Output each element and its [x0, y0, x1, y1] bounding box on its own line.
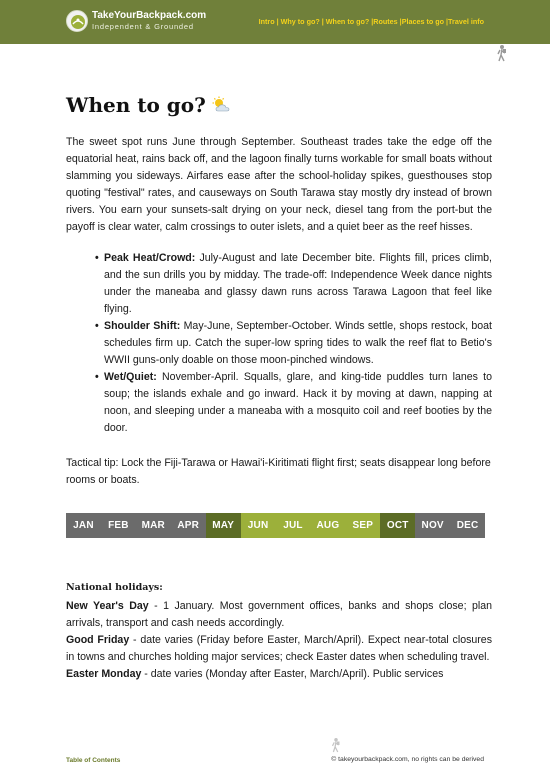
list-item — [95, 369, 492, 437]
holidays-heading: National holidays: — [66, 582, 163, 593]
nav-link-why-to-go[interactable]: Why to go? — [280, 17, 320, 26]
bullet: • — [95, 252, 99, 264]
season-text: May-June, September-October. Winds settle, shops restock, boat schedules firm up. Catch the super-low spring tides to walk the reef flat to Betio's WWII guns-only doable on those moon-pinched windows. — [104, 320, 493, 366]
month-cell: JUL — [276, 513, 311, 538]
month-cell: OCT — [380, 513, 415, 538]
list-item — [95, 250, 492, 318]
holiday-entry — [66, 598, 492, 632]
page-title-text: When to go? — [66, 93, 206, 117]
bullet: • — [95, 371, 99, 383]
holiday-text: - date varies (Monday after Easter, March/April). Public services — [141, 668, 444, 680]
holiday-name: New Year's Day — [66, 600, 149, 612]
month-cell: MAR — [136, 513, 171, 538]
season-name: Wet/Quiet: — [104, 371, 157, 383]
month-cell: APR — [171, 513, 206, 538]
nav-link-intro[interactable]: Intro — [258, 17, 275, 26]
site-header — [0, 0, 550, 44]
month-cell: JAN — [66, 513, 101, 538]
holiday-text: - 1 January. Most government offices, banks and shops close; plan arrivals, transport and cash needs accordingly. — [66, 600, 492, 629]
nav-link-when-to-go[interactable]: When to go? — [325, 17, 370, 26]
intro-paragraph: The sweet spot runs June through September. Southeast trades take the edge off the equatorial heat, rains back off, and the lagoon finally turns workable for small boats without slamming you sideways. Airfares ease after the school-holiday spikes, guesthouses stop quoting "festival" rates, and causeways on South Tarawa stay mostly dry instead of brown rivers. You earn your sunsets-salt drying on your neck, diesel tang from the port-but the payoff is clear water, calm crossings to outer islets, and a quiet beer as the reef hisses. — [66, 136, 492, 233]
season-list — [95, 250, 493, 437]
holiday-text: - date varies (Friday before Easter, March/April). Expect near-total closures in towns and churches holding major services; check Easter dates when scheduling travel. — [66, 634, 492, 663]
bullet: • — [95, 320, 99, 332]
holiday-name: Good Friday — [66, 634, 130, 646]
month-cell: JUN — [241, 513, 276, 538]
nav-link-routes[interactable]: Routes — [373, 17, 398, 26]
page-title — [66, 92, 232, 118]
backpack-logo-icon[interactable] — [66, 10, 88, 32]
sun-behind-cloud-icon — [212, 96, 232, 114]
nav-separator: | — [274, 17, 281, 26]
tactical-tip: Tactical tip: Lock the Fiji-Tarawa or Hawai'i-Kiritimati flight first; seats disappear long before rooms or boats. — [66, 457, 491, 486]
season-text: July-August and late December bite. Flights fill, prices climb, and the sun drills you by midday. The trade-off: Independence Week dance nights under the maneaba and glassy dawn runs across Tarawa Lagoon that feel like flying. — [104, 252, 492, 315]
nav-separator: | — [369, 17, 374, 26]
nav-link-places-to-go[interactable]: Places to go — [401, 17, 445, 26]
hiker-icon — [329, 737, 343, 753]
month-cell: FEB — [101, 513, 136, 538]
month-calendar-bar — [66, 513, 485, 538]
month-cell: MAY — [206, 513, 241, 538]
top-navigation — [259, 17, 484, 27]
month-cell: NOV — [415, 513, 450, 538]
month-cell: AUG — [310, 513, 345, 538]
table-of-contents-link[interactable]: Table of Contents — [66, 757, 121, 764]
holiday-entry — [66, 632, 492, 666]
nav-separator: | — [444, 17, 449, 26]
season-text: November-April. Squalls, glare, and king-tide puddles turn lanes to soup; the islands exhale and go inward. Hack it by moving at dawn, napping at noon, and sleeping under a maneaba with a mosquito coil and reef booties by the door. — [104, 371, 492, 434]
month-cell: SEP — [345, 513, 380, 538]
month-cell: DEC — [450, 513, 485, 538]
nav-separator: | — [397, 17, 402, 26]
season-name: Peak Heat/Crowd: — [104, 252, 196, 264]
season-name: Shoulder Shift: — [104, 320, 181, 332]
brand-name[interactable]: TakeYourBackpack.com — [92, 10, 207, 21]
list-item — [95, 318, 493, 369]
brand-tagline: Independent & Grounded — [92, 22, 194, 31]
holiday-entry — [66, 666, 492, 683]
nav-separator: | — [319, 17, 326, 26]
footer-copyright: © takeyourbackpack.com, no rights can be derived — [331, 756, 484, 763]
nav-link-travel-info[interactable]: Travel info — [448, 17, 484, 26]
hiker-icon — [494, 44, 510, 62]
holiday-name: Easter Monday — [66, 668, 142, 680]
holidays-list — [66, 598, 492, 683]
